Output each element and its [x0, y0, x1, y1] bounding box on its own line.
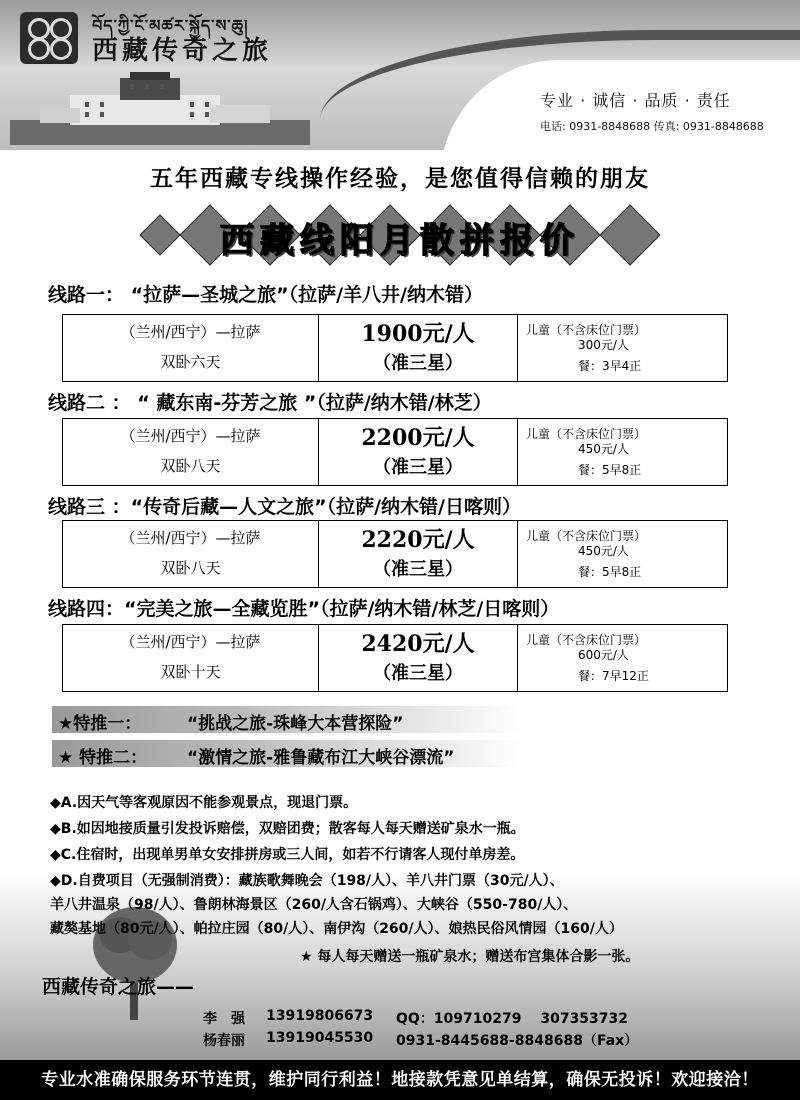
route-3-table	[62, 520, 728, 588]
banner-title: 西藏线阳月散拼报价	[220, 221, 580, 261]
special-1-label: ★特推一：	[58, 714, 142, 734]
slogan: 专业 · 诚信 · 品质 · 责任	[540, 91, 731, 110]
route-4-meals: 餐：7早12正	[578, 669, 649, 683]
route-3-days: 双卧八天	[160, 559, 221, 577]
header-banner	[0, 0, 800, 150]
route-4-price-cell	[319, 625, 518, 691]
route-2-title: 线路二 ： “ 藏东南-芬芳之旅 ”（拉萨/纳木错/林芝）	[48, 392, 492, 414]
route-4-price: 2420元/人	[361, 631, 475, 657]
route-3-title: 线路三 ：“传奇后藏—人文之旅”（拉萨/纳木错/日喀则）	[48, 496, 521, 518]
route-2-hotel-grade: （准三星）	[373, 457, 463, 478]
tibetan-brand-text: བོད་ཀྱི་ངོ་མཚར་སྐྱོད་ས་ཆུ།	[92, 16, 249, 35]
contact-1-qq: QQ：109710279 307353732	[396, 1011, 629, 1027]
contact-2-fax: 0931-8445688-8848688（Fax）	[396, 1033, 639, 1049]
logo-icon	[20, 12, 78, 64]
note-b: ◆B.如因地接质量引发投诉赔偿，双赔团费；散客每人每天赠送矿泉水一瓶。	[50, 821, 525, 837]
note-a: ◆A.因天气等客观原因不能参观景点，现退门票。	[50, 795, 358, 811]
special-2-label: ★ 特推二：	[58, 748, 148, 768]
route-2-price: 2200元/人	[361, 425, 475, 451]
route-2-child-price: 450元/人	[578, 442, 629, 456]
route-4-hotel-grade: （准三星）	[373, 663, 463, 684]
special-1-text: “挑战之旅-珠峰大本营探险”	[187, 714, 404, 734]
agency-name: 西藏传奇之旅——	[42, 976, 195, 998]
route-1-table	[62, 314, 728, 382]
headline: 五年西藏专线操作经验，是您值得信赖的朋友	[150, 166, 650, 192]
route-3-hotel-grade: （准三星）	[373, 559, 463, 580]
route-1-hotel-grade: （准三星）	[373, 353, 463, 374]
route-4-table	[62, 624, 728, 692]
route-1-price-cell	[319, 315, 518, 381]
route-4-days: 双卧十天	[160, 663, 221, 681]
special-offer-1	[52, 706, 522, 733]
note-c: ◆C.住宿时，出现单男单女安排拼房或三人间，如若不行请客人现付单房差。	[50, 847, 525, 863]
route-4-title: 线路四：“完美之旅—全藏览胜”（拉萨/纳木错/林芝/日喀则）	[48, 598, 560, 620]
potala-palace-image	[10, 70, 310, 145]
special-offer-2	[52, 740, 522, 767]
route-2-child-label: 儿童（不含床位门票）	[526, 427, 647, 441]
route-1-from: （兰州/西宁）—拉萨	[120, 323, 261, 341]
note-d-line-2: 羊八井温泉（98/人）、鲁朗林海景区（260/人含石锅鸡）、大峡谷（550-780/人）、	[50, 897, 578, 913]
route-4-child-label: 儿童（不含床位门票）	[526, 633, 647, 647]
phone-fax-line: 电话: 0931-8848688 传真: 0931-8848688	[540, 120, 764, 133]
route-2-itinerary-cell	[63, 419, 319, 485]
route-3-child-price: 450元/人	[578, 544, 629, 558]
route-1-meals: 餐：3早4正	[578, 359, 642, 373]
route-1-price: 1900元/人	[361, 321, 475, 347]
route-2-meals: 餐：5早8正	[578, 463, 642, 477]
route-1-itinerary-cell	[63, 315, 319, 381]
route-2-days: 双卧八天	[160, 457, 221, 475]
route-1-child-cell	[518, 315, 727, 381]
footer-banner: 专业水准确保服务环节连贯，维护同行利益！地接款凭意见单结算，确保无投诉！欢迎接洽！	[0, 1060, 800, 1100]
contact-1-name: 李 强	[203, 1011, 245, 1027]
route-1-days: 双卧六天	[160, 353, 221, 371]
route-4-itinerary-cell	[63, 625, 319, 691]
route-1-title: 线路一： “拉萨—圣城之旅”（拉萨/羊八井/纳木错）	[48, 284, 483, 306]
route-1-child-label: 儿童（不含床位门票）	[526, 323, 647, 337]
route-3-from: （兰州/西宁）—拉萨	[120, 529, 261, 547]
route-4-child-price: 600元/人	[578, 648, 629, 662]
route-2-table	[62, 418, 728, 486]
route-3-meals: 餐：5早8正	[578, 565, 642, 579]
route-3-price: 2220元/人	[361, 527, 475, 553]
route-4-from: （兰州/西宁）—拉萨	[120, 633, 261, 651]
route-4-child-cell	[518, 625, 727, 691]
brand-title: 西藏传奇之旅	[92, 36, 273, 66]
contact-1-phone: 13919806673	[266, 1008, 374, 1024]
note-d-line-3: 藏獒基地（80元/人）、帕拉庄园（80/人）、南伊沟（260/人）、娘热民俗风情园（160/人）	[50, 921, 623, 937]
note-d: ◆D.自费项目（无强制消费）：藏族歌舞晚会（198/人）、羊八井门票（30元/人）、	[50, 873, 564, 889]
route-3-child-label: 儿童（不含床位门票）	[526, 529, 647, 543]
contact-2-phone: 13919045530	[266, 1030, 374, 1046]
route-2-from: （兰州/西宁）—拉萨	[120, 427, 261, 445]
contact-2-name: 杨春丽	[203, 1033, 245, 1049]
gift-note: ★ 每人每天赠送一瓶矿泉水；赠送布宫集体合影一张。	[300, 949, 640, 965]
route-2-child-cell	[518, 419, 727, 485]
route-2-price-cell	[319, 419, 518, 485]
route-1-child-price: 300元/人	[578, 338, 629, 352]
route-3-child-cell	[518, 521, 727, 587]
route-3-itinerary-cell	[63, 521, 319, 587]
special-2-text: “激情之旅-雅鲁藏布江大峡谷漂流”	[187, 748, 455, 768]
route-3-price-cell	[319, 521, 518, 587]
